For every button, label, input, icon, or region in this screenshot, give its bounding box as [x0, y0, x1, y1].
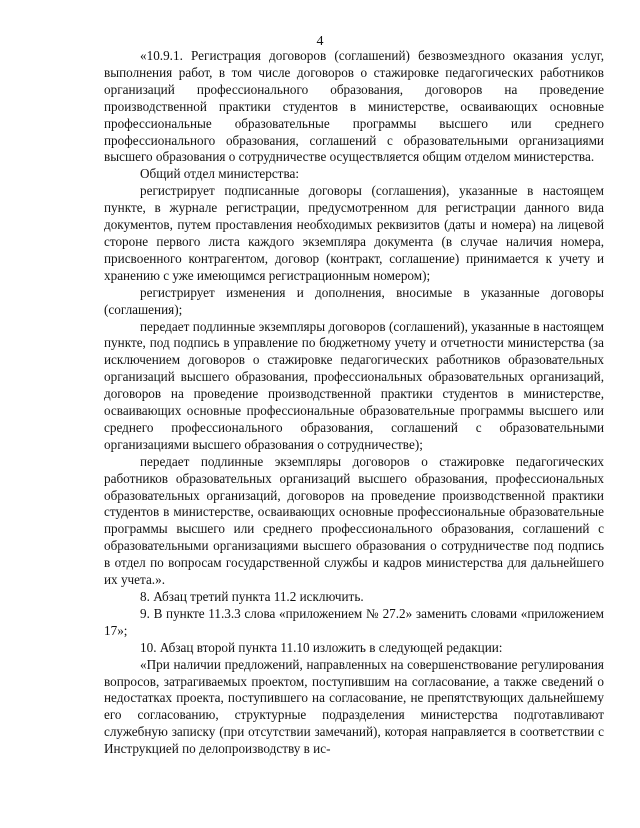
paragraph-new-wording: «При наличии предложений, направленных на совершенствование регулирования вопросов, затрагиваемых проектом, поступившим на согласование, а также сведений о недостатках проекта, поступившего на согласование, не препятствующих дальнейшему его согласованию, структурные подразделения министерства подготавливают служебную записку (при отсутствии замечаний), которая направляется в соответствии с Инструкцией по делопроизводству в ис- — [104, 656, 604, 757]
paragraph-item-8: 8. Абзац третий пункта 11.2 исключить. — [140, 589, 364, 604]
page-number: 4 — [316, 34, 324, 49]
paragraph-registers-changes: регистрирует изменения и дополнения, вносимые в указанные договоры (соглашения); — [104, 284, 604, 317]
document-body — [104, 48, 604, 758]
paragraph-registers-signed: регистрирует подписанные договоры (соглашения), указанные в настоящем пункте, в журнале регистрации, предусмотренном для регистрации данного вида документов, путем проставления необходимых реквизитов (даты и номера) на лицевой стороне первого листа каждого экземпляра документа (в случае наличия номера, присвоенного контрагентом, договор (контракт, соглашение) принимается к учету и хранению с уже имеющимся регистрационным номером); — [104, 183, 604, 283]
paragraph-transfers-personnel: передает подлинные экземпляры договоров о стажировке педагогических работников образовательных организаций высшего образования, профессиональных образовательных организаций, договоров на проведение производственной практики студентов в министерстве, осваивающих основные профессиональные образовательные программы высшего или среднего профессионального образования, соглашений с образовательными организациями высшего образования о сотрудничестве под подпись в отдел по вопросам государственной службы и кадров министерства для дальнейшего их учета.». — [104, 453, 604, 588]
paragraph-registration-rule: «10.9.1. Регистрация договоров (соглашений) безвозмездного оказания услуг, выполнения работ, в том числе договоров о стажировке педагогических работников организаций профессионального образования, договоров на проведение производственной практики студентов в министерстве, осваивающих основные профессиональные образовательные программы высшего или среднего профессионального образования, соглашений с образовательными организациями высшего образования о сотрудничестве осуществляется общим отделом министерства. — [104, 48, 604, 165]
paragraph-item-10: 10. Абзац второй пункта 11.10 изложить в следующей редакции: — [140, 639, 503, 655]
paragraph-item-9: 9. В пункте 11.3.3 слова «приложением № 27.2» заменить словами «приложением 17»; — [104, 605, 604, 638]
paragraph-transfers-accounting: передает подлинные экземпляры договоров (соглашений), указанные в настоящем пункте, под подпись в управление по бюджетному учету и отчетности министерства (за исключением договоров о стажировке педагогических работников образовательных организаций высшего образования, профессиональных образовательных организаций, договоров на проведение производственной практики студентов в министерстве, осваивающих основные профессиональные образовательные программы высшего или среднего профессионального образования, соглашений с образовательными организациями высшего образования о сотрудничестве); — [104, 318, 604, 452]
paragraph-general-department: Общий отдел министерства: — [140, 166, 300, 182]
